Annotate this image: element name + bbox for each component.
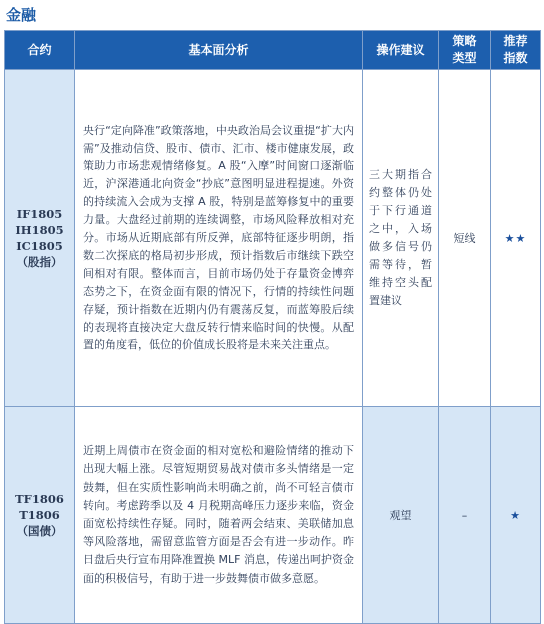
strategy-value: –: [461, 508, 468, 522]
futures-table: [4, 30, 541, 624]
contract-code: TF1806: [15, 492, 64, 506]
strategy-cell: 短线: [439, 70, 491, 407]
table-row: [5, 70, 541, 407]
contract-category: （股指）: [16, 255, 63, 269]
header-index-line1: 推荐: [503, 34, 528, 48]
header-analysis: 基本面分析: [75, 31, 363, 70]
header-suggestion: 操作建议: [363, 31, 439, 70]
index-cell: [491, 407, 541, 624]
header-strategy: [439, 31, 491, 70]
header-index: [491, 31, 541, 70]
suggestion-cell: 三大期指合约整体仍处于下行通道之中，入场做多信号仍需等待，暂维持空头配置建议: [363, 70, 439, 407]
table-row: [5, 407, 541, 624]
section-title: 金融: [6, 6, 37, 24]
suggestion-cell: 观望: [363, 407, 439, 624]
contract-code: IC1805: [16, 239, 63, 253]
analysis-cell: 央行“定向降准”政策落地，中央政治局会议重提“扩大内需”及推动信贷、股市、债市、汇市、楼市健康发展，政策助力市场悲观情绪修复。A 股“入摩”时间窗口逐渐临近，沪深港通北向资金“抄底”意图明显进程提速。外资的持续流入会成为支撑 A 股，特别是蓝筹修复中的重要力量。大盘经过前期的连续调整，市场风险释放相对充分。市场从近期底部有所反弹，底部特征逐步明朗，指数二次探底的格局初步形成，预计指数后市继续下跌空间相对有限。整体而言，目前市场仍处于存量资金博弈态势之下，在资金面有限的情况下，行情的持续性问题存疑，预计指数在近期内仍有震荡反复，而蓝筹股后续的表现将直接决定大盘反转行情来临时间的快慢。从配置的角度看，低位的价值成长股将是未来关注重点。: [75, 70, 363, 407]
header-index-line2: 指数: [503, 51, 528, 65]
contract-code: IH1805: [15, 223, 64, 237]
table-header-row: [5, 31, 541, 70]
contract-code: T1806: [19, 508, 60, 522]
index-cell: [491, 70, 541, 407]
star-rating: ★★: [504, 231, 527, 245]
contract-category: （国债）: [16, 524, 63, 538]
contract-cell: [5, 407, 75, 624]
contract-code: IF1805: [16, 207, 63, 221]
star-rating: ★: [510, 508, 521, 522]
header-contract: 合约: [5, 31, 75, 70]
strategy-cell: [439, 407, 491, 624]
contract-cell: [5, 70, 75, 407]
header-strategy-line1: 策略: [452, 34, 477, 48]
analysis-cell: 近期上周债市在资金面的相对宽松和避险情绪的推动下出现大幅上涨。尽管短期贸易战对债市多头情绪是一定鼓舞，但在实质性影响尚未明确之前，尚不可轻言债市转向。考虑跨季以及 4 月税期高峰压力逐步来临，资金面宽松持续性存疑。同时，随着两会结束、美联储加息等风险落地，需留意监管方面是否会有进一步动作。昨日盘后央行宣布用降准置换 MLF 消息，传递出呵护资金面的积极信号，有助于进一步鼓舞债市做多意愿。: [75, 407, 363, 624]
header-strategy-line2: 类型: [452, 51, 477, 65]
